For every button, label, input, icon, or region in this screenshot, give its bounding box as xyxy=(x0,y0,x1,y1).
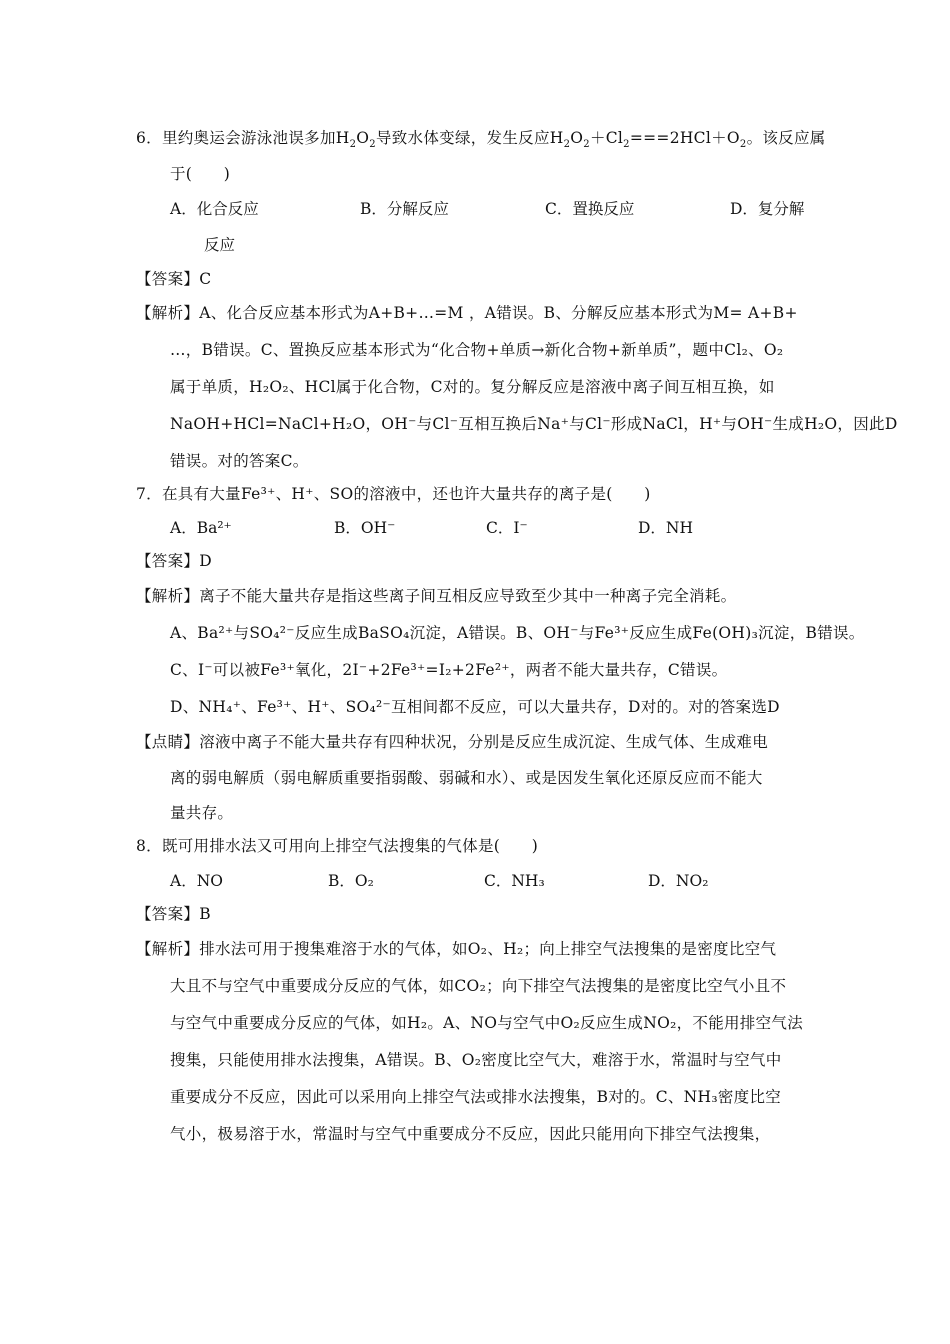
q8-stem: 8．既可用排水法又可用向上排空气法搜集的气体是( ) xyxy=(136,837,539,855)
q6-explanation-3: 属于单质，H₂O₂、HCl属于化合物，C对的。复分解反应是溶液中离子间互相互换，如 xyxy=(170,378,775,396)
q8-option-d: D．NO₂ xyxy=(648,872,709,890)
q8-option-c: C．NH₃ xyxy=(484,872,545,890)
q7-stem: 7．在具有大量Fe³⁺、H⁺、SO的溶液中，还也许大量共存的离子是( ) xyxy=(136,485,651,503)
q8-explanation-2: 大且不与空气中重要成分反应的气体，如CO₂；向下排空气法搜集的是密度比空气小且不 xyxy=(170,977,787,995)
q6-option-a: A．化合反应 xyxy=(170,200,259,218)
q8-explanation-1: 【解析】排水法可用于搜集难溶于水的气体，如O₂、H₂；向上排空气法搜集的是密度比空气 xyxy=(136,940,777,958)
q7-option-a: A．Ba²⁺ xyxy=(170,519,232,537)
q8-explanation-6: 气小，极易溶于水，常温时与空气中重要成分不反应，因此只能用向下排空气法搜集， xyxy=(170,1125,771,1143)
q7-explanation-4: D、NH₄⁺、Fe³⁺、H⁺、SO₄²⁻互相间都不反应，可以大量共存，D对的。对的答案选D xyxy=(170,698,780,716)
q7-answer: 【答案】D xyxy=(136,552,212,570)
q7-tip-2: 离的弱电解质（弱电解质重要指弱酸、弱碱和水）、或是因发生氧化还原反应而不能大 xyxy=(170,769,763,787)
q6-stem-line2: 于( ) xyxy=(170,165,231,183)
q7-explanation-1: 【解析】离子不能大量共存是指这些离子间互相反应导致至少其中一种离子完全消耗。 xyxy=(136,587,737,605)
q6-explanation-2: …，B错误。C、置换反应基本形式为“化合物+单质→新化合物+新单质”，题中Cl₂、O₂ xyxy=(170,341,784,359)
q6-answer: 【答案】C xyxy=(136,270,212,288)
q7-tip-3: 量共存。 xyxy=(170,804,234,822)
q6-option-b: B．分解反应 xyxy=(360,200,449,218)
q7-option-b: B．OH⁻ xyxy=(334,519,396,537)
q8-explanation-3: 与空气中重要成分反应的气体，如H₂。A、NO与空气中O₂反应生成NO₂，不能用排空气法 xyxy=(170,1014,804,1032)
q6-stem: 6．里约奥运会游泳池误多加$H_2O_2$导致水体变绿，发生反应$H_2O_2+Cl_2===2HCl+O_2$。该反应属 xyxy=(136,129,826,151)
q6-explanation-5: 错误。对的答案C。 xyxy=(170,452,309,470)
q7-explanation-3: C、I⁻可以被Fe³⁺氧化，2I⁻+2Fe³⁺=I₂+2Fe²⁺，两者不能大量共存，C错误。 xyxy=(170,661,728,679)
q6-option-c: C．置换反应 xyxy=(545,200,635,218)
q8-explanation-5: 重要成分不反应，因此可以采用向上排空气法或排水法搜集，B对的。C、NH₃密度比空 xyxy=(170,1088,782,1106)
q8-answer: 【答案】B xyxy=(136,905,211,923)
q6-explanation-1: 【解析】A、化合反应基本形式为A+B+…=M ，A错误。B、分解反应基本形式为M= A+B+ xyxy=(136,304,798,322)
q6-explanation-4: NaOH+HCl=NaCl+H₂O，OH⁻与Cl⁻互相互换后Na⁺与Cl⁻形成NaCl，H⁺与OH⁻生成H₂O，因此D xyxy=(170,415,898,433)
q8-explanation-4: 搜集，只能使用排水法搜集，A错误。B、O₂密度比空气大，难溶于水，常温时与空气中 xyxy=(170,1051,782,1069)
q6-option-d-cont: 反应 xyxy=(204,236,236,254)
q7-option-c: C．I⁻ xyxy=(486,519,528,537)
q7-explanation-2: A、Ba²⁺与SO₄²⁻反应生成BaSO₄沉淀，A错误。B、OH⁻与Fe³⁺反应生成Fe(OH)₃沉淀，B错误。 xyxy=(170,624,865,642)
q7-tip-1: 【点睛】溶液中离子不能大量共存有四种状况，分别是反应生成沉淀、生成气体、生成难电 xyxy=(136,733,769,751)
q6-option-d: D．复分解 xyxy=(730,200,805,218)
q7-option-d: D．NH xyxy=(638,519,694,537)
q8-option-a: A．NO xyxy=(170,872,223,890)
q8-option-b: B．O₂ xyxy=(328,872,374,890)
